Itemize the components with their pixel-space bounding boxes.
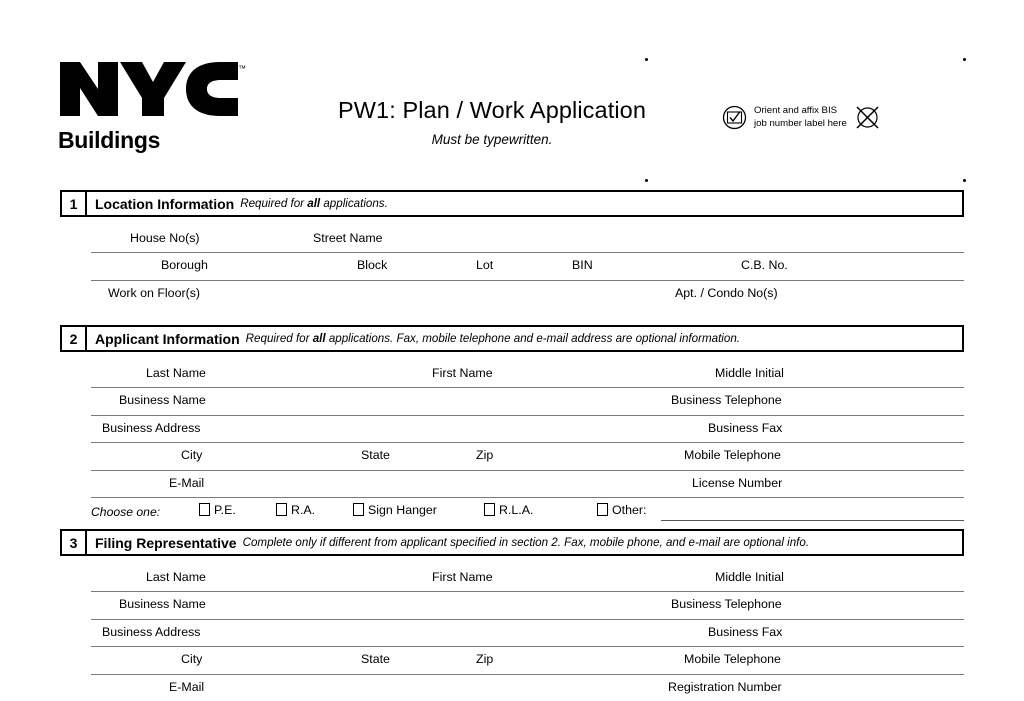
applicant-type-checkbox-row[interactable]: [91, 497, 964, 526]
field-label-e-mail: E-Mail: [169, 679, 205, 694]
field-row[interactable]: [91, 470, 964, 497]
title-block: [282, 98, 702, 147]
field-label-city: City: [181, 448, 203, 463]
field-row[interactable]: [91, 674, 964, 701]
field-label-borough: Borough: [161, 258, 208, 273]
field-label-work-on-floor-s: Work on Floor(s): [108, 285, 201, 300]
field-row[interactable]: [91, 646, 964, 673]
section-title-2: Applicant Information: [95, 330, 240, 347]
checkbox-label-r-a: R.A.: [291, 502, 316, 517]
field-label-first-name: First Name: [432, 366, 493, 380]
other-write-in-input[interactable]: [661, 520, 964, 521]
field-label-mobile-telephone: Mobile Telephone: [684, 448, 781, 463]
page-subtitle: Must be typewritten.: [431, 131, 553, 147]
field-label-zip: Zip: [476, 448, 494, 463]
checkbox-option-sign-hanger[interactable]: [353, 503, 437, 517]
section-header-3: [60, 529, 964, 556]
field-label-business-address: Business Address: [102, 420, 201, 435]
field-row[interactable]: [91, 442, 964, 469]
choose-one-label: Choose one:: [91, 504, 161, 519]
field-label-apt-condo-no-s: Apt. / Condo No(s): [675, 285, 778, 300]
checkbox-label-sign-hanger: Sign Hanger: [368, 502, 437, 517]
field-label-block: Block: [357, 258, 388, 273]
section-1-fields: [91, 226, 964, 307]
x-in-circle-icon: [854, 104, 881, 131]
section-2-fields: [91, 361, 964, 526]
field-row[interactable]: [91, 252, 964, 279]
field-label-e-mail: E-Mail: [169, 475, 205, 490]
section-title-3: Filing Representative: [95, 534, 237, 551]
field-row[interactable]: [91, 415, 964, 442]
field-label-zip: Zip: [476, 652, 494, 667]
checkbox-label-r-l-a: R.L.A.: [499, 502, 534, 517]
field-label-registration-number: Registration Number: [668, 679, 782, 694]
section-note-2: Required for all applications. Fax, mobile telephone and e-mail address are optional information.: [245, 332, 740, 345]
field-row[interactable]: [91, 280, 964, 307]
field-label-c-b-no: C.B. No.: [741, 258, 788, 273]
field-label-middle-initial: Middle Initial: [715, 366, 784, 380]
field-row[interactable]: [91, 387, 964, 414]
section-title-wrap: [87, 192, 962, 215]
section-number-1: 1: [62, 192, 87, 215]
section-number-2: 2: [62, 327, 87, 350]
section-title-wrap: [87, 531, 962, 554]
checkbox-option-r-a[interactable]: [276, 503, 315, 517]
section-note-3: Complete only if different from applicant specified in section 2. Fax, mobile phone, and e-mail are optional info.: [242, 536, 810, 549]
field-row[interactable]: [91, 226, 964, 252]
bis-instruction-text: [754, 105, 847, 130]
field-label-last-name: Last Name: [146, 366, 206, 380]
logo-department-label: Buildings: [58, 127, 161, 153]
checkbox-option-r-l-a[interactable]: [484, 503, 533, 517]
scan-dot-1: [645, 58, 648, 61]
field-label-city: City: [181, 652, 203, 667]
field-label-first-name: First Name: [432, 570, 493, 584]
field-label-business-name: Business Name: [119, 393, 206, 408]
section-3-filing-representative: [60, 529, 964, 556]
bis-instruction-line1: Orient and affix BIS: [754, 104, 838, 116]
field-row[interactable]: [91, 619, 964, 646]
checkbox-option-p-e[interactable]: [199, 503, 236, 517]
page-title: PW1: Plan / Work Application: [337, 97, 646, 123]
field-label-business-fax: Business Fax: [708, 624, 783, 639]
field-label-street-name: Street Name: [313, 231, 383, 245]
field-label-bin: BIN: [572, 258, 593, 273]
field-label-lot: Lot: [476, 258, 494, 273]
section-2-applicant-information: [60, 325, 964, 352]
field-label-last-name: Last Name: [146, 570, 206, 584]
field-row[interactable]: [91, 565, 964, 591]
scan-dot-2: [963, 58, 966, 61]
checkbox-other[interactable]: [597, 503, 608, 516]
scan-dot-3: [645, 179, 648, 182]
form-header: [0, 0, 1024, 178]
nyc-buildings-logo: [58, 58, 258, 152]
section-title-wrap: [87, 327, 962, 350]
checkbox-label-p-e: P.E.: [214, 502, 236, 517]
checkbox-r-a[interactable]: [276, 503, 287, 516]
field-label-house-no-s: House No(s): [130, 231, 200, 245]
field-label-business-fax: Business Fax: [708, 420, 783, 435]
section-header-2: [60, 325, 964, 352]
field-label-business-telephone: Business Telephone: [671, 597, 782, 612]
checkbox-sign-hanger[interactable]: [353, 503, 364, 516]
field-row[interactable]: [91, 591, 964, 618]
checkbox-p-e[interactable]: [199, 503, 210, 516]
section-number-3: 3: [62, 531, 87, 554]
field-label-state: State: [361, 652, 390, 667]
field-label-business-address: Business Address: [102, 624, 201, 639]
bis-instruction-line2: job number label here: [754, 117, 847, 129]
field-label-middle-initial: Middle Initial: [715, 570, 784, 584]
section-title-1: Location Information: [95, 195, 235, 212]
nyc-logo-icon: [58, 58, 248, 120]
field-label-mobile-telephone: Mobile Telephone: [684, 652, 781, 667]
field-row[interactable]: [91, 361, 964, 387]
section-1-location-information: [60, 190, 964, 217]
field-label-state: State: [361, 448, 390, 463]
svg-text:™: ™: [238, 64, 246, 73]
field-label-business-name: Business Name: [119, 597, 206, 612]
field-label-license-number: License Number: [692, 475, 783, 490]
section-note-1: Required for all applications.: [240, 197, 388, 210]
checkbox-r-l-a[interactable]: [484, 503, 495, 516]
checkbox-label-other: Other:: [612, 502, 647, 517]
section-header-1: [60, 190, 964, 217]
field-label-business-telephone: Business Telephone: [671, 393, 782, 408]
check-in-circle-icon: [722, 105, 747, 130]
section-3-fields: [91, 565, 964, 701]
checkbox-option-other[interactable]: [597, 503, 646, 517]
scan-dot-4: [963, 179, 966, 182]
bis-label-instruction: [722, 104, 881, 131]
